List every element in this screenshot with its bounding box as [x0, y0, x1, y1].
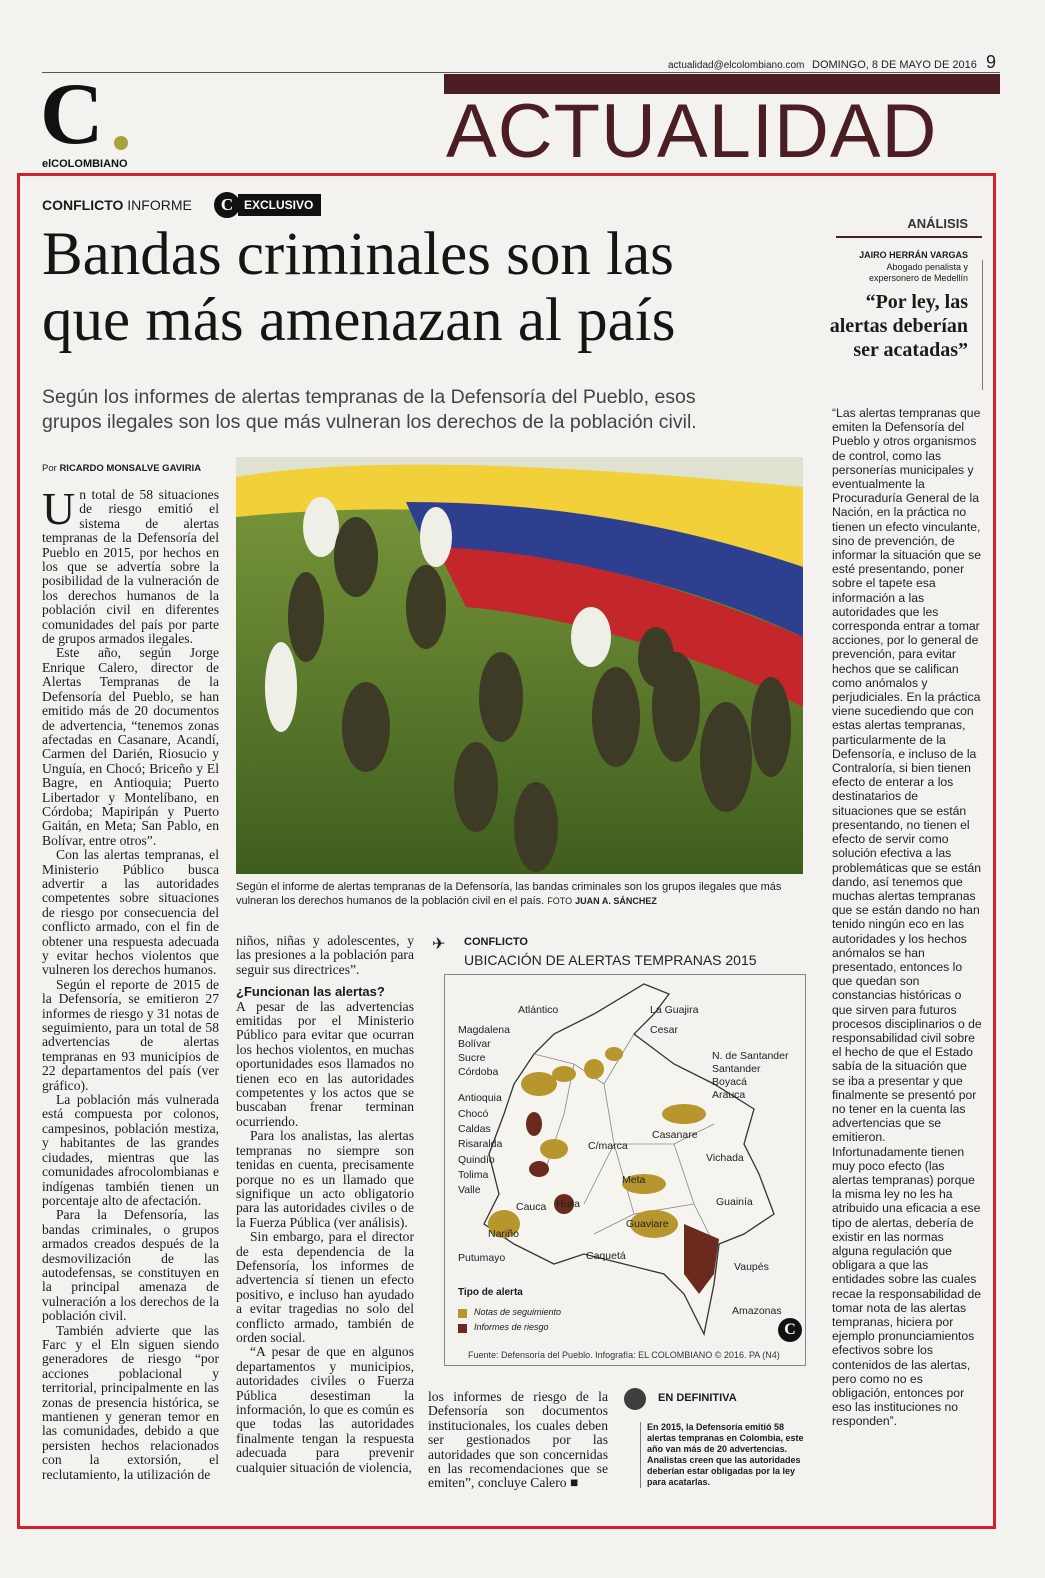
exclusive-badge: [214, 193, 321, 217]
photo-illustration: [236, 457, 803, 874]
kicker: [42, 197, 192, 213]
byline: [42, 463, 201, 474]
badge-label: EXCLUSIVO: [238, 194, 321, 216]
map-label: Bolívar: [458, 1038, 491, 1050]
map-label: Vaupés: [734, 1261, 769, 1273]
map-kicker: CONFLICTO: [464, 936, 528, 948]
map-label: C/marca: [588, 1140, 628, 1152]
legend-item-riesgo: Informes de riesgo: [474, 1322, 549, 1332]
byline-prefix: Por: [42, 463, 57, 474]
kicker-topic: CONFLICTO: [42, 197, 124, 213]
credit-prefix: FOTO: [547, 896, 573, 906]
map-title: UBICACIÓN DE ALERTAS TEMPRANAS 2015: [464, 952, 757, 968]
analysis-body: “Las alertas tempranas que emiten la Defensoría del Pueblo y otros organismos de control, como las personerías municipales y eventualmente la Procuraduría General de la Nación, en la práctica no tienen un efecto vinculante, sino de prevención, de informar la situación que se esté presentando, poner sobre el tapete esa información a las autoridades que les corresponda entrar a tomar acciones, por lo general de prevención, para evitar hechos que se califican como anómalos y perjudiciales. En la práctica viene sucediendo que con estas alertas tempranas, particularmente de la Defensoría, e incluso de la Contraloría, si bien tienen efecto de enterar a los destinatarios de situaciones que se están presentando, no tienen el efecto de servir como solución efectiva a las problemáticas que se están dando, así tenemos que muchas alertas tempranas que se están dando no han tenido ningún eco en las autoridades y los hechos anómalos se han presentado, entonces lo que quedan son constancias históricas o que sirven para futuros procesos disciplinarios o de responsabilidad civil sobre el hecho de que el Estado sabía de la situación que se iba a presentar y que finalmente se presentó por no tener en la cuenta las advertencias que se emitieron. Infortunadamente tienen muy poco efecto (las alertas tempranas) porque la misma ley no les ha atribuido una eficacia a ese tipo de alertas, debería de existir en las normas alguna regulación que obligara a que las entidades sobre las cuales recae la responsabilidad de tomar nota de las alertas tempranas, hiciera por ejemplo pronunciamientos efectivos sobre los contenidos de las alertas, pero como no es obligación, entonces por eso las instituciones no respondenˮ.: [832, 406, 982, 1429]
subheadline-line-1: Según los informes de alertas tempranas de la Defensoría del Pueblo, esos: [42, 386, 696, 408]
map-label: Meta: [622, 1174, 646, 1186]
summary-text: En 2015, la Defensoría emitió 58 alertas tempranas en Colombia, este año van más de 20 advertencias. Analistas creen que las autoridades deberían estar obligadas por la ley para acatarlas.: [640, 1422, 807, 1488]
header-date: DOMINGO, 8 DE MAYO DE 2016: [812, 59, 977, 71]
map-label: Córdoba: [458, 1066, 499, 1078]
legend-item-seguimiento: Notas de seguimiento: [474, 1307, 562, 1317]
legend-title: Tipo de alerta: [458, 1287, 523, 1298]
legend-swatches: [458, 1309, 467, 1333]
paragraph: Para los analistas, las alertas tempranas no siempre son tenidas en cuenta, precisamente porque no es un llamado que signifique un acto obligatorio para las autoridades civiles o de la Fuerza Pública (ver análisis).: [236, 1128, 414, 1230]
map-label: Arauca: [712, 1089, 746, 1101]
map-label: Nariño: [488, 1228, 519, 1240]
page-number: 9: [986, 52, 997, 72]
paragraph: Con las alertas tempranas, el Ministerio Público busca advertir a las autoridades competentes sobre situaciones de riesgo por consecuencia del conflicto armado, con el fin de obtener una respuesta adecuada y evitar hechos violentos que vulneren los derechos humanos.: [42, 847, 219, 978]
map-label: Quindío: [458, 1154, 495, 1166]
map-label: Boyacá: [712, 1076, 748, 1088]
map-label: Chocó: [458, 1108, 489, 1120]
map-label: Atlántico: [518, 1004, 559, 1016]
top-rule: [42, 72, 1000, 73]
paragraph: “A pesar de que en algunos departamentos y municipios, autoridades civiles o Fuerza Pública desestiman la información, lo que es común es que todas las autoridades finalmente tengan la respuesta adecuada para prevenir cualquier situación de violencia,: [236, 1344, 414, 1475]
summary-box: [624, 1388, 804, 1500]
article-column-3: [428, 1390, 608, 1500]
article-column-1: [42, 488, 219, 1520]
map-label: Putumayo: [458, 1252, 506, 1264]
headline-line-1: Bandas criminales son las: [42, 221, 674, 288]
map-globe-icon: ✈: [432, 936, 446, 953]
summary-title: EN DEFINITIVA: [658, 1392, 737, 1404]
map-infographic: [430, 932, 804, 1380]
subheadline: [42, 385, 697, 435]
map-label: Casanare: [652, 1129, 698, 1141]
byline-author: RICARDO MONSALVE GAVIRIA: [59, 463, 202, 474]
map-label: Cesar: [650, 1024, 679, 1036]
end-square-icon: ■: [569, 1475, 579, 1491]
logo-dot-icon: [114, 136, 128, 150]
credit-name: JUAN A. SÁNCHEZ: [575, 896, 657, 906]
logo-letter: C: [40, 66, 104, 163]
map-label: Tolima: [458, 1169, 489, 1181]
section-title: ACTUALIDAD: [446, 89, 938, 174]
map-label: Caldas: [458, 1123, 491, 1135]
paragraph: [428, 1390, 608, 1491]
dropcap: U: [42, 488, 76, 534]
map-c-logo-icon: C: [778, 1318, 802, 1342]
photo-caption: [236, 880, 803, 908]
analysis-label: ANÁLISIS: [907, 216, 968, 231]
map-label: Caquetá: [586, 1250, 626, 1262]
subheadline-line-2: grupos ilegales son los que más vulneran los derechos de la población civil.: [42, 411, 697, 433]
map-label: Risaralda: [458, 1138, 503, 1150]
closing-text: los informes de riesgo de la Defensoría son documentos institucionales, los cuales deben ser gestionados por las autoridades que son concernidas en las recomendaciones que se emiten”, concluye Calero: [428, 1390, 608, 1491]
paragraph: n total de 58 situaciones de riesgo emitió el sistema de alertas tempranas de la Defensoría del Pueblo en 2015, por hechos en los que se advertía sobre la posibilidad de la vulneración de los derechos humanos de la población civil en diferentes comunidades del país por parte de grupos armados ilegales.: [42, 488, 219, 647]
analysis-quote-rule: [982, 260, 983, 390]
map-label: Guaviare: [626, 1218, 669, 1230]
paragraph: La población más vulnerada está compuesta por colonos, campesinos, población mestiza, y habitantes de las grandes ciudades, mientras que las comunidades afrocolombianas e indígenas también tienen un porcentaje alto de afectación.: [42, 1092, 219, 1208]
summary-icon: [624, 1388, 646, 1410]
paragraph: niños, niñas y adolescentes, y las presiones a la población para seguir sus directrices”.: [236, 934, 414, 977]
map-label: Sucre: [458, 1052, 486, 1064]
analysis-rule: [836, 236, 982, 238]
map-label: Antioquia: [458, 1092, 502, 1104]
analysis-sidebar: [820, 200, 982, 1500]
map-label: Cauca: [516, 1201, 547, 1213]
paragraph: A pesar de las advertencias emitidas por el Ministerio Público para evitar que ocurran los hechos violentos, en muchas oportunidades esos llamados no tienen eco en las autoridades competentes y los actos que se buscaban frenar terminan ocurriendo.: [236, 998, 414, 1129]
map-label: Huila: [556, 1198, 580, 1210]
analysis-quote: “Por ley, las alertas deberían ser acatadas”: [829, 291, 968, 361]
caption-text: Según el informe de alertas tempranas de la Defensoría, las bandas criminales son los grupos ilegales que más vulneran los derechos humanos de la población civil en el país.: [236, 881, 782, 907]
map-label: N. de Santander: [712, 1050, 789, 1062]
badge-c-icon: C: [214, 192, 240, 218]
photo: [236, 457, 803, 874]
subheading: ¿Funcionan las alertas?: [236, 984, 385, 1000]
map-label: La Guajira: [650, 1004, 699, 1016]
map-label: Santander: [712, 1063, 761, 1075]
header-email: actualidad@elcolombiano.com: [668, 60, 805, 71]
headline-line-2: que más amenazan al país: [42, 287, 676, 354]
paragraph: Para la Defensoría, las bandas criminales, o grupos armados creados después de la desmovilización de las autodefensas, se constituyen en la principal amenaza de vulneración a los derechos de la población civil.: [42, 1207, 219, 1324]
analysis-role: Abogado penalista y expersonero de Medellín: [868, 262, 968, 283]
map-label: Amazonas: [732, 1305, 782, 1317]
paragraph: Sin embargo, para el director de esta dependencia de la Defensoría, los informes de advertencia sí tienen un efecto positivo, e incluso han ayudado a evitar tragedias no solo del conflicto armado, también de orden social.: [236, 1229, 414, 1345]
paragraph: Este año, según Jorge Enrique Calero, director de Alertas Tempranas de la Defensoría del Pueblo, se han emitido más de 20 documentos de advertencia, “tenemos zonas afectadas en Casanare, Acandí, Carmen del Darién, Riosucio y Unguía, en Chocó; Briceño y El Bagre, en Antioquia; Puerto Libertador y Montelíbano, en Córdoba; Mapiripán y Puerto Gaitán, en Meta; San Pablo, en Bolívar, entre otros”.: [42, 645, 219, 848]
map-source: Fuente: Defensoría del Pueblo. Infografía: EL COLOMBIANO © 2016. PA (N4): [468, 1350, 780, 1360]
map-label: Guainía: [716, 1196, 753, 1208]
paragraph: También advierte que las Farc y el Eln siguen siendo generadores de riesgo “por acciones poblacional y territorial, principalmente en las zonas de presencia histórica, se mantienen y generan temor en las comunidades, debido a que persisten hechos relacionados con la extorsión, el reclutamiento, la utilización de: [42, 1322, 219, 1482]
logo-name: elCOLOMBIANO: [42, 158, 128, 170]
map-label: Vichada: [706, 1152, 744, 1164]
analysis-author: JAIRO HERRÁN VARGAS: [859, 250, 968, 260]
logo: [40, 66, 140, 172]
map-label: Valle: [458, 1184, 481, 1196]
map-label: Magdalena: [458, 1024, 510, 1036]
article-column-2: [236, 934, 414, 1520]
headline: [42, 222, 675, 354]
kicker-type: INFORME: [127, 197, 192, 213]
paragraph: Según el reporte de 2015 de la Defensoría, se emitieron 27 informes de riesgo y 31 notas de seguimiento, para un total de 58 advertencias de alertas tempranas en 93 municipios de 22 departamentos del país (ver gráfico).: [42, 976, 219, 1093]
